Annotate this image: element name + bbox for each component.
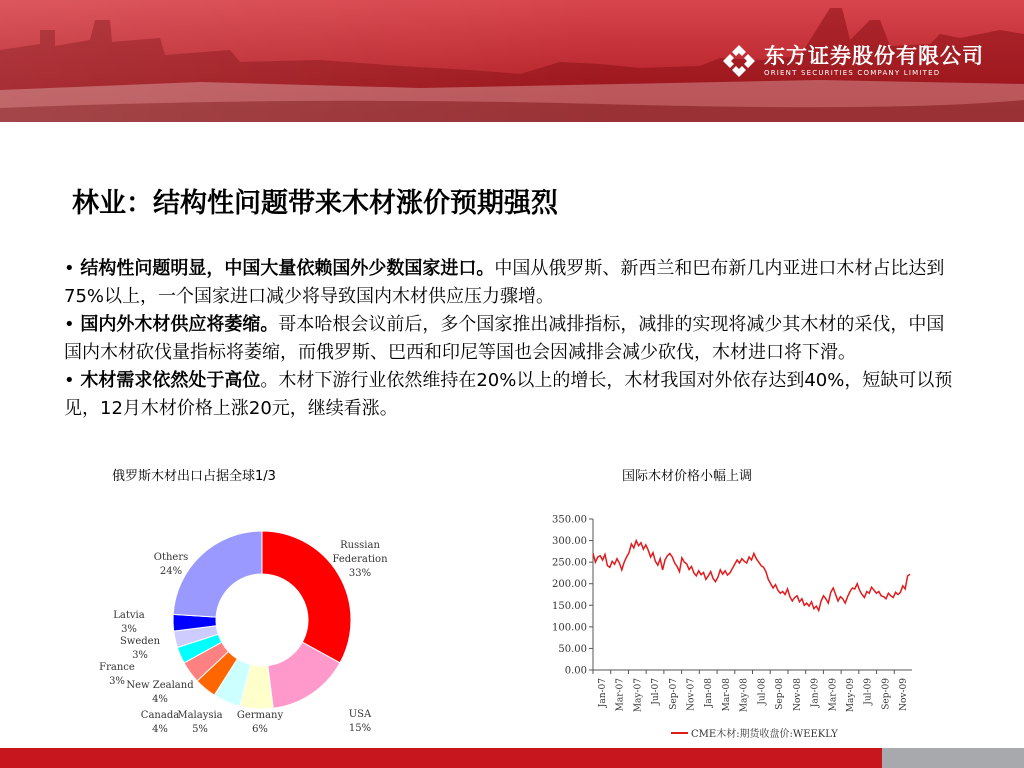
x-tick-label: May-08 (739, 678, 750, 713)
donut-label-pct: 3% (132, 650, 148, 661)
legend-label: CME木材:期货收盘价:WEEKLY (691, 729, 838, 740)
x-tick-label: Jul-07 (651, 678, 662, 705)
donut-slice-9 (173, 531, 262, 617)
donut-label-3 (177, 710, 222, 735)
donut-label-5 (126, 680, 194, 705)
bullet-item-1: • 结构性问题明显，中国大量依赖国外少数国家进口。中国从俄罗斯、新西兰和巴布新几内亚进口木材占比达到75%以上，一个国家进口减少将导致国内木材供应压力骤增。 (64, 258, 945, 307)
line-chart (530, 505, 930, 745)
x-tick-label: Jul-09 (863, 678, 874, 705)
bullet-3-text: 。木材下游行业依然维持在20%以上的增长，木材我国对外依存达到40%，短缺可以预见，12月木材价格上涨20元，继续看涨。 (64, 370, 953, 419)
x-tick-label: Sep-08 (775, 678, 786, 710)
donut-label-pct: 6% (252, 724, 268, 735)
x-tick-label: Jan-07 (597, 678, 608, 708)
donut-label-name: Germany (236, 710, 284, 721)
donut-label-pct: 4% (152, 694, 168, 705)
donut-label-9 (154, 552, 189, 577)
line-series-cme-lumber (593, 541, 910, 611)
x-tick-label: Nov-07 (686, 678, 697, 711)
header-banner (0, 0, 1024, 122)
bullet-3-bold: 木材需求依然处于高位 (80, 370, 261, 391)
donut-label-1 (349, 709, 372, 734)
logo-chinese-name: 东方证券股份有限公司 (764, 44, 984, 68)
donut-label-name: New Zealand (126, 680, 194, 691)
donut-label-pct: 24% (159, 566, 183, 577)
bullet-1-text: 中国从俄罗斯、新西兰和巴布新几内亚进口木材占比达到75%以上，一个国家进口减少将导致国内木材供应压力骤增。 (64, 258, 945, 307)
x-tick-label: Nov-08 (792, 678, 803, 711)
x-tick-label: Nov-09 (899, 678, 910, 711)
x-tick-label: Sep-07 (668, 678, 679, 710)
y-tick-label: 100.00 (552, 622, 587, 634)
donut-label-4 (141, 710, 179, 735)
donut-chart (88, 508, 408, 740)
donut-label-pct: 33% (348, 568, 372, 579)
donut-label-name: Malaysia (177, 710, 223, 721)
donut-label-name: Russian (340, 540, 380, 551)
y-tick-label: 50.00 (558, 643, 587, 655)
x-tick-label: May-07 (633, 678, 644, 713)
donut-label-pct: 3% (121, 624, 137, 635)
bullet-2-text: 哥本哈根会议前后，多个国家推出减排指标，减排的实现将减少其木材的采伐，中国国内木材砍伐量指标将萎缩，而俄罗斯、巴西和印尼等国也会因减排会减少砍伐，木材进口将下滑。 (64, 314, 945, 363)
donut-label-name: USA (348, 709, 372, 720)
footer-bar (0, 748, 1024, 768)
y-tick-label: 150.00 (552, 600, 587, 612)
y-tick-label: 200.00 (552, 579, 587, 591)
bullet-1-bold: 结构性问题明显，中国大量依赖国外少数国家进口。 (80, 258, 495, 279)
donut-label-name: Others (153, 552, 189, 563)
donut-label-8 (113, 610, 144, 635)
x-tick-label: Jul-08 (757, 678, 768, 705)
donut-label-0 (332, 540, 388, 579)
x-tick-label: Mar-08 (721, 678, 732, 712)
y-tick-label: 250.00 (552, 557, 587, 569)
donut-label-name: Sweden (119, 636, 161, 647)
bullet-list (64, 255, 954, 423)
chart-legend (671, 727, 838, 740)
x-tick-label: Sep-09 (881, 678, 892, 710)
pie-chart-caption: 俄罗斯木材出口占据全球1/3 (112, 469, 276, 484)
x-tick-label: Jan-08 (704, 678, 715, 708)
y-tick-label: 300.00 (552, 536, 587, 548)
company-logo-icon (722, 44, 756, 78)
bullet-item-3: • 木材需求依然处于高位。木材下游行业依然维持在20%以上的增长，木材我国对外依存达到40%，短缺可以预见，12月木材价格上涨20元，继续看涨。 (64, 370, 953, 419)
donut-label-2 (237, 710, 284, 735)
line-chart-caption: 国际木材价格小幅上调 (622, 469, 753, 484)
donut-label-name: Canada (140, 710, 180, 721)
donut-slice-0 (262, 531, 351, 663)
donut-label-name: Federation (332, 554, 388, 565)
donut-label-pct: 4% (152, 724, 168, 735)
y-tick-label: 350.00 (552, 514, 587, 526)
bullet-item-2: • 国内外木材供应将萎缩。哥本哈根会议前后，多个国家推出减排指标，减排的实现将减少其木材的采伐，中国国内木材砍伐量指标将萎缩，而俄罗斯、巴西和印尼等国也会因减排会减少砍伐，木材进口将下滑。 (64, 314, 945, 363)
company-logo (722, 44, 984, 78)
x-tick-label: May-09 (845, 678, 856, 713)
logo-english-name: ORIENT SECURITIES COMPANY LIMITED (764, 69, 941, 77)
x-tick-label: Mar-07 (615, 678, 626, 712)
x-tick-label: Jan-09 (810, 678, 821, 708)
donut-label-7 (120, 636, 161, 661)
bullet-2-bold: 国内外木材供应将萎缩。 (80, 314, 279, 335)
page-title: 林业：结构性问题带来木材涨价预期强烈 (72, 188, 558, 219)
y-tick-label: 0.00 (564, 665, 587, 677)
x-tick-label: Mar-09 (828, 678, 839, 712)
donut-label-name: Latvia (113, 610, 145, 621)
footer-accent (882, 748, 1024, 768)
donut-label-pct: 5% (192, 724, 208, 735)
donut-label-name: France (99, 662, 135, 673)
donut-label-pct: 15% (348, 723, 372, 734)
donut-label-pct: 3% (109, 676, 125, 687)
